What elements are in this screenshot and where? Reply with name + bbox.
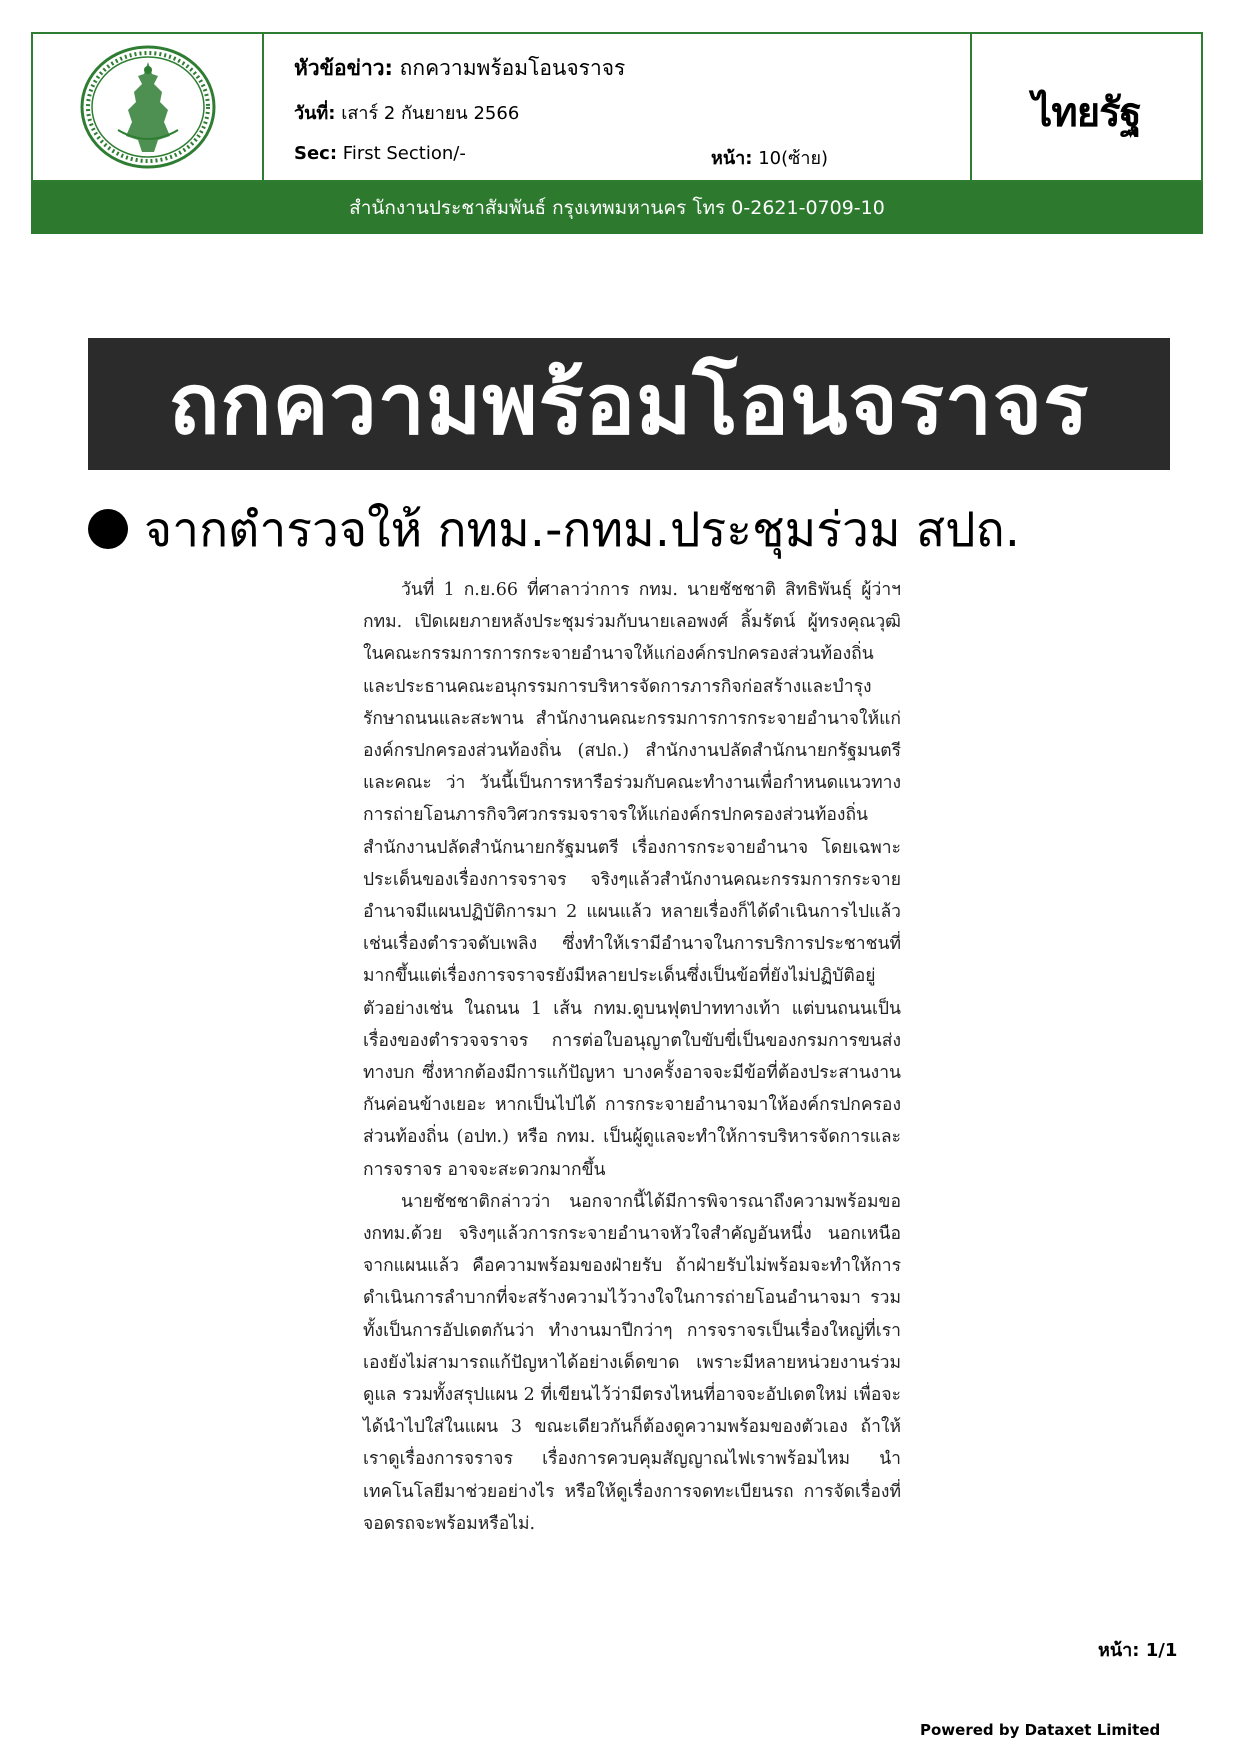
bullet-icon [88, 509, 128, 549]
footer-page-number [1098, 1635, 1177, 1664]
article-paragraph: นายชัชชาติกล่าวว่า นอกจากนี้ได้มีการพิจารณาถึงความพร้อมของกทม.ด้วย จริงๆแล้วการกระจายอำนาจหัวใจสำคัญอันหนึ่ง นอกเหนือจากแผนแล้ว คือความพร้อมของฝ่ายรับ ถ้าฝ่ายรับไม่พร้อมจะทำให้การดำเนินการลำบากที่จะสร้างความไว้วางใจในการถ่ายโอนอำนาจมา รวมทั้งเป็นการอัปเดตกันว่า ทำงานมาปีกว่าๆ การจราจรเป็นเรื่องใหญ่ที่เราเองยังไม่สามารถแก้ปัญหาได้อย่างเด็ดขาด เพราะมีหลายหน่วยงานร่วมดูแล รวมทั้งสรุปแผน 2 ที่เขียนไว้ว่ามีตรงไหนที่อาจจะอัปเดตใหม่ เพื่อจะได้นำไปใส่ในแผน 3 ขณะเดียวกันก็ต้องดูความพร้อมของตัวเอง ถ้าให้เราดูเรื่องการจราจร เรื่องการควบคุมสัญญาณไฟเราพร้อมไหม นำเทคโนโลยีมาช่วยอย่างไร หรือให้ดูเรื่องการจดทะเบียนรถ การจัดเรื่องที่จอดรถจะพร้อมหรือไม่. [363, 1191, 901, 1534]
info-cell [264, 34, 972, 180]
article-body [363, 574, 901, 1540]
page-value: 10(ซ้าย) [758, 148, 829, 169]
newspaper-cell [972, 34, 1201, 180]
clipping-header [31, 32, 1203, 182]
footer-page-value: 1/1 [1145, 1640, 1178, 1661]
date-value: เสาร์ 2 กันยายน 2566 [341, 103, 520, 124]
section-label: Sec: [294, 143, 338, 164]
headline-label: หัวข้อข่าว: [294, 56, 393, 80]
newspaper-name: ไทยรัฐ [1032, 90, 1141, 136]
section-line [294, 143, 466, 164]
powered-by: Powered by Dataxet Limited [920, 1721, 1161, 1739]
article-subtitle-row [88, 495, 1188, 565]
date-line [294, 98, 519, 127]
article-paragraph: วันที่ 1 ก.ย.66 ที่ศาลาว่าการ กทม. นายชัชชาติ สิทธิพันธุ์ ผู้ว่าฯ กทม. เปิดเผยภายหลังประชุมร่วมกับนายเลอพงศ์ ลิ้มรัตน์ ผู้ทรงคุณวุฒิในคณะกรรมการการกระจายอำนาจให้แก่องค์กรปกครองส่วนท้องถิ่นและประธานคณะอนุกรรมการบริหารจัดการภารกิจก่อสร้างและบำรุงรักษาถนนและสะพาน สำนักงานคณะกรรมการการกระจายอำนาจให้แก่องค์กรปกครองส่วนท้องถิ่น (สปถ.) สำนักงานปลัดสำนักนายกรัฐมนตรีและคณะ ว่า วันนี้เป็นการหารือร่วมกับคณะทำงานเพื่อกำหนดแนวทางการถ่ายโอนภารกิจวิศวกรรมจราจรให้แก่องค์กรปกครองส่วนท้องถิ่น สำนักงานปลัดสำนักนายกรัฐมนตรี เรื่องการกระจายอำนาจ โดยเฉพาะประเด็นของเรื่องการจราจร จริงๆแล้วสำนักงานคณะกรรมการกระจายอำนาจมีแผนปฏิบัติการมา 2 แผนแล้ว หลายเรื่องก็ได้ดำเนินการไปแล้ว เช่นเรื่องตำรวจดับเพลิง ซึ่งทำให้เรามีอำนาจในการบริการประชาชนที่มากขึ้นแต่เรื่องการจราจรยังมีหลายประเด็นซึ่งเป็นข้อที่ยังไม่ปฏิบัติอยู่ ตัวอย่างเช่น ในถนน 1 เส้น กทม.ดูบนฟุตปาททางเท้า แต่บนถนนเป็นเรื่องของตำรวจจราจร การต่อใบอนุญาตใบขับขี่เป็นของกรมการขนส่งทางบก ซึ่งหากต้องมีการแก้ปัญหา บางครั้งอาจจะมีข้อที่ต้องประสานงานกันค่อนข้างเยอะ หากเป็นไปได้ การกระจายอำนาจมาให้องค์กรปกครองส่วนท้องถิ่น (อปท.) หรือ กทม. เป็นผู้ดูแลจะทำให้การบริหารจัดการและการจราจร อาจจะสะดวกมากขึ้น [363, 580, 901, 1180]
article-title: ถกความพร้อมโอนจราจร [88, 338, 1170, 470]
bma-seal-icon [78, 44, 218, 170]
page-label: หน้า: [711, 148, 753, 169]
section-value: First Section/- [342, 143, 466, 164]
headline-value: ถกความพร้อมโอนจราจร [399, 56, 626, 80]
page-line [711, 143, 828, 172]
footer-page-label: หน้า: [1098, 1640, 1140, 1661]
office-contact-bar: สำนักงานประชาสัมพันธ์ กรุงเทพมหานคร โทร 0-2621-0709-10 [31, 182, 1203, 234]
logo-cell [33, 34, 264, 180]
article-subtitle: จากตำรวจให้ กทม.-กทม.ประชุมร่วม สปถ. [144, 502, 1020, 558]
date-label: วันที่: [294, 103, 336, 124]
headline-line [294, 52, 625, 85]
